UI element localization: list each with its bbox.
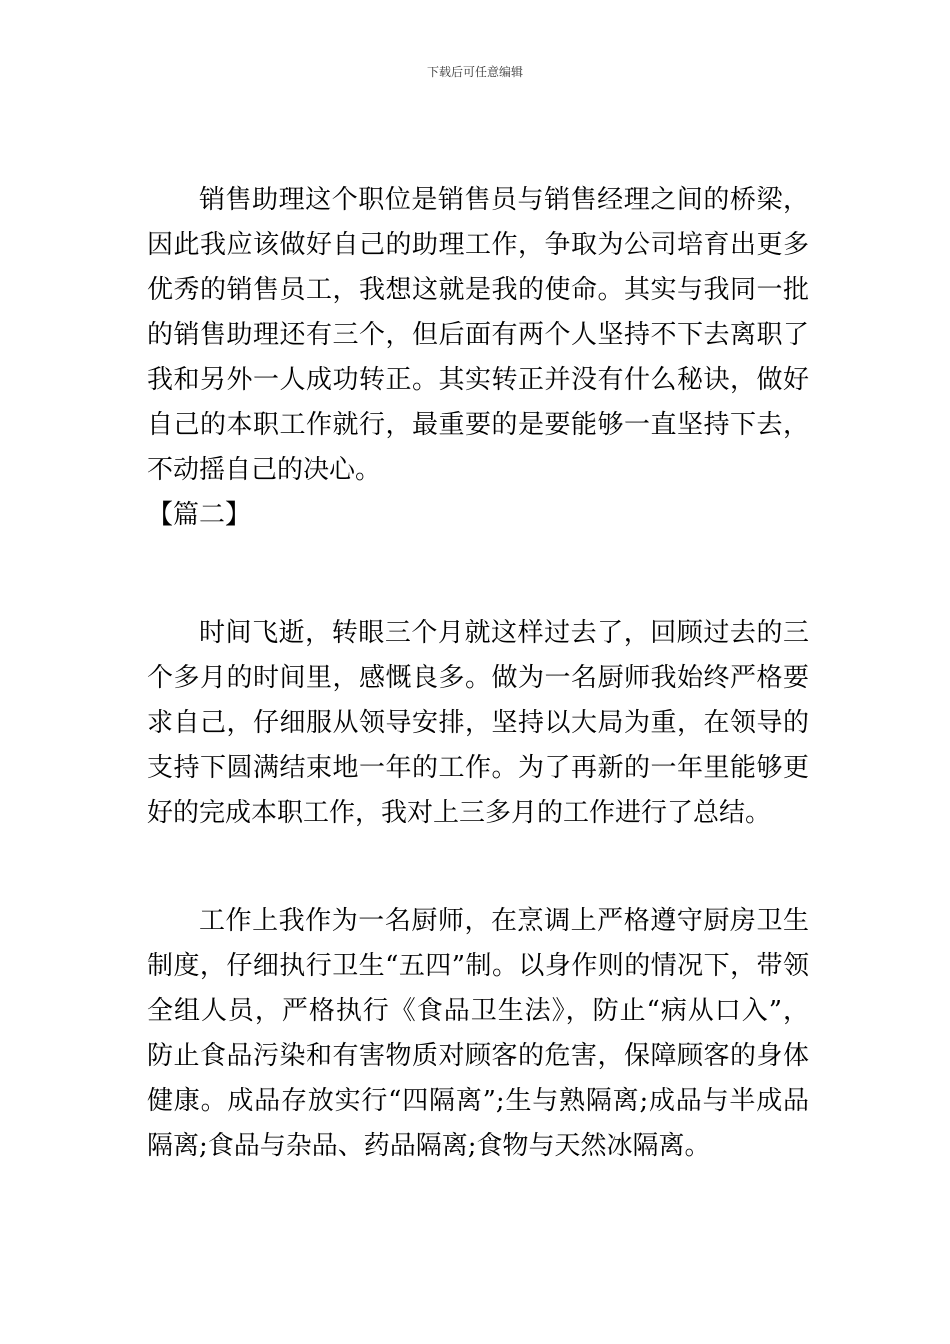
spacer <box>147 538 809 611</box>
header-note: 下载后可任意编辑 <box>426 65 523 79</box>
paragraph-2: 时间飞逝，转眼三个月就这样过去了，回顾过去的三个多月的时间里，感慨良多。做为一名厨师我始终严格要求自己，仔细服从领导安排，坚持以大局为重，在领导的支持下圆满结束地一年的工作。为了再新的一年里能够更好的完成本职工作，我对上三多月的工作进行了总结。 <box>147 618 809 828</box>
section-heading: 【篇二】 <box>147 500 252 530</box>
document-body <box>147 178 809 1169</box>
paragraph-1: 销售助理这个职位是销售员与销售经理之间的桥梁，因此我应该做好自己的助理工作，争取为公司培育出更多优秀的销售员工，我想这就是我的使命。其实与我同一批的销售助理还有三个，但后面有两个人坚持不下去离职了我和另外一人成功转正。其实转正并没有什么秘诀，做好自己的本职工作就行，最重要的是要能够一直坚持下去，不动摇自己的决心。 <box>147 185 809 485</box>
paragraph-3: 工作上我作为一名厨师，在烹调上严格遵守厨房卫生制度，仔细执行卫生“五四”制。以身作则的情况下，带领全组人员，严格执行《食品卫生法》，防止“病从口入”，防止食品污染和有害物质对顾客的危害，保障顾客的身体健康。成品存放实行“四隔离”;生与熟隔离;成品与半成品隔离;食品与杂品、药品隔离;食物与天然冰隔离。 <box>147 906 809 1161</box>
spacer <box>147 836 809 899</box>
